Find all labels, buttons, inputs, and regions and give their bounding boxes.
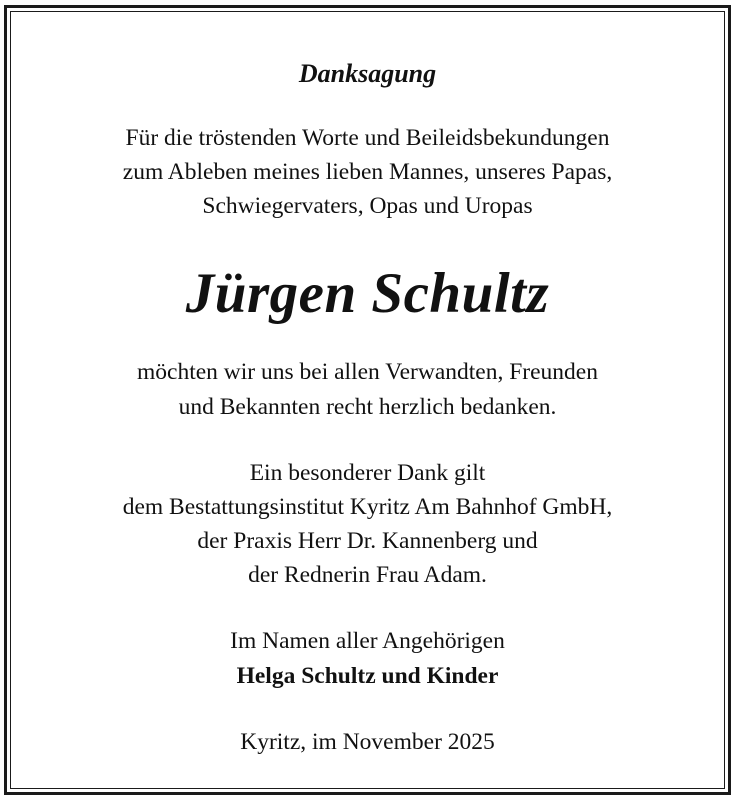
intro-line-2: zum Ableben meines lieben Mannes, unseres Papas, (122, 159, 613, 185)
intro-line-3: Schwiegervaters, Opas und Uropas (202, 193, 533, 219)
special-thanks-line-3: der Praxis Herr Dr. Kannenberg und (197, 528, 538, 554)
thanks-line-2: und Bekannten recht herzlich bedanken. (178, 394, 557, 420)
notice-heading: Danksagung (298, 59, 437, 88)
signatories: Helga Schultz und Kinder (236, 663, 499, 689)
signature-intro: Im Namen aller Angehörigen (230, 628, 505, 654)
notice-outer-border (4, 5, 731, 795)
intro-line-1: Für die tröstenden Worte und Beileidsbekundungen (125, 125, 610, 151)
notice-content (7, 8, 728, 792)
special-thanks-line-4: der Rednerin Frau Adam. (248, 562, 487, 588)
thanks-line-1: möchten wir uns bei allen Verwandten, Freunden (137, 359, 598, 385)
place-date: Kyritz, im November 2025 (240, 729, 495, 755)
special-thanks-line-1: Ein besonderer Dank gilt (249, 460, 486, 486)
deceased-name: Jürgen Schultz (185, 262, 550, 325)
special-thanks-line-2: dem Bestattungsinstitut Kyritz Am Bahnhof GmbH, (122, 494, 613, 520)
